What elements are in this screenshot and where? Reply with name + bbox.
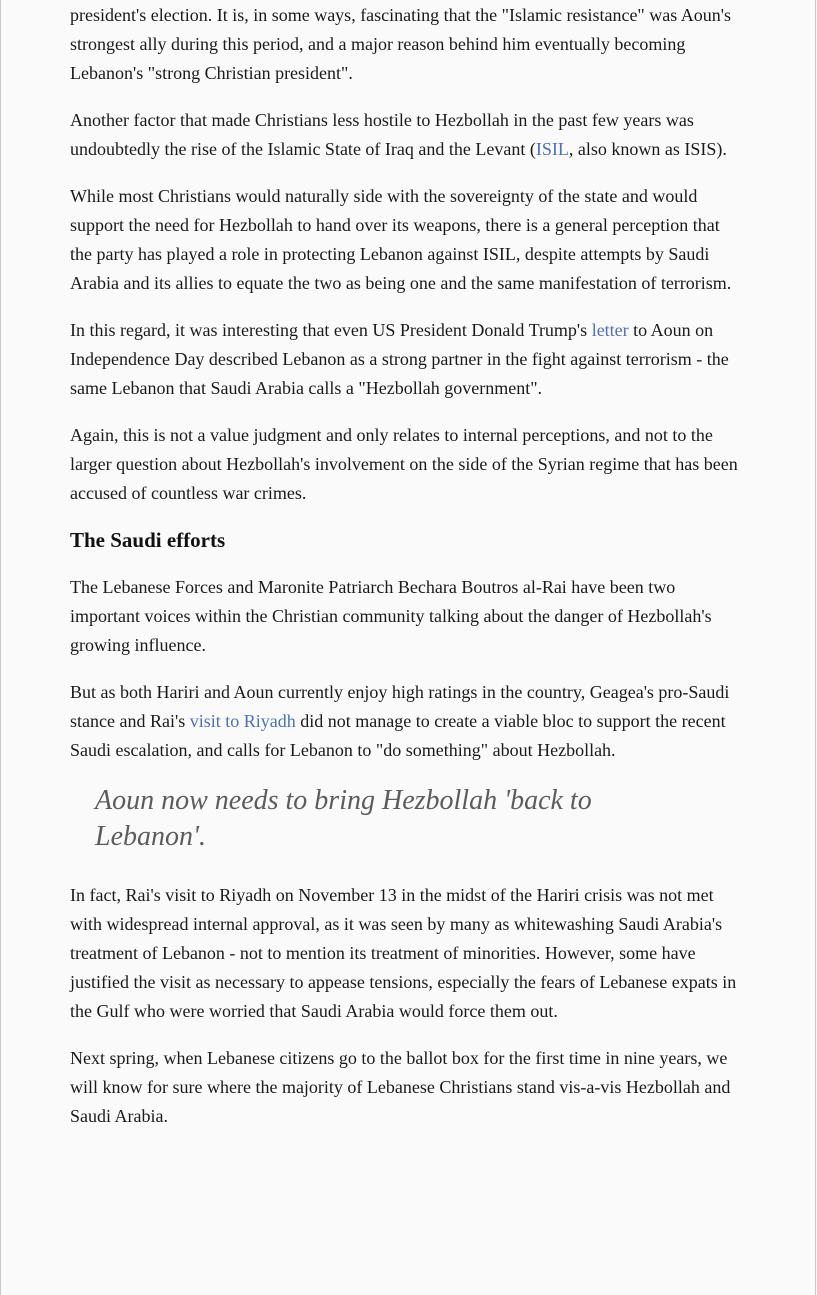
visit-to-riyadh-link[interactable]: visit to Riyadh: [189, 711, 296, 731]
pull-quote: Aoun now needs to bring Hezbollah 'back to Lebanon'.: [95, 785, 592, 852]
section-heading: The Saudi efforts: [70, 528, 226, 552]
page-border-left: [0, 0, 1, 1295]
paragraph-presidents-election: president's election. It is, in some ways, fascinating that the "Islamic resistance" was Aoun's strongest ally during this period, and a major reason behind him eventually becoming Lebanon's "strong Christian president".: [70, 5, 732, 83]
paragraph-text: did not manage to create a viable bloc to support the recent Saudi escalation, and calls for Lebanon to "do something" about Hezbollah.: [70, 711, 726, 760]
letter-link[interactable]: letter: [591, 320, 629, 340]
paragraph-value-judgment: Again, this is not a value judgment and only relates to internal perceptions, and not to the larger question about Hezbollah's involvement on the side of the Syrian regime that has been accused of countless war crimes.: [70, 425, 738, 503]
isil-link[interactable]: ISIL: [535, 139, 569, 159]
paragraph-text: Another factor that made Christians less hostile to Hezbollah in the past few years was undoubtedly the rise of the Islamic State of Iraq and the Levant (: [70, 110, 694, 159]
paragraph-text: But as both Hariri and Aoun currently enjoy high ratings in the country, Geagea's pro-Saudi stance and Rai's: [70, 682, 730, 731]
paragraph-lebanese-forces: The Lebanese Forces and Maronite Patriarch Bechara Boutros al-Rai have been two important voices within the Christian community talking about the danger of Hezbollah's growing influence.: [70, 577, 712, 655]
paragraph-isil-rise: [70, 106, 746, 164]
paragraph-next-spring: Next spring, when Lebanese citizens go to the ballot box for the first time in nine years, we will know for sure where the majority of Lebanese Christians stand vis-a-vis Hezbollah and Saudi Arabia.: [70, 1048, 731, 1126]
paragraph-text: , also known as ISIS).: [568, 139, 727, 159]
article-body: [70, 1, 746, 1149]
paragraph-trump-letter: [70, 316, 746, 403]
paragraph-rai-visit: In fact, Rai's visit to Riyadh on November 13 in the midst of the Hariri crisis was not met with widespread internal approval, as it was seen by many as whitewashing Saudi Arabia's treatment of Lebanon - not to mention its treatment of minorities. However, some have justified the visit as necessary to appease tensions, especially the fears of Lebanese expats in the Gulf who were worried that Saudi Arabia would force them out.: [70, 885, 737, 1021]
paragraph-sovereignty: While most Christians would naturally side with the sovereignty of the state and would support the need for Hezbollah to hand over its weapons, there is a general perception that the party has played a role in protecting Lebanon against ISIL, despite attempts by Saudi Arabia and its allies to equate the two as being one and the same manifestation of terrorism.: [70, 186, 732, 293]
paragraph-text: to Aoun on Independence Day described Lebanon as a strong partner in the fight against terrorism - the same Lebanon that Saudi Arabia calls a "Hezbollah government".: [70, 320, 729, 398]
paragraph-hariri-aoun: [70, 678, 746, 765]
page-border-right: [815, 0, 816, 1295]
paragraph-text: In this regard, it was interesting that even US President Donald Trump's: [70, 320, 592, 340]
